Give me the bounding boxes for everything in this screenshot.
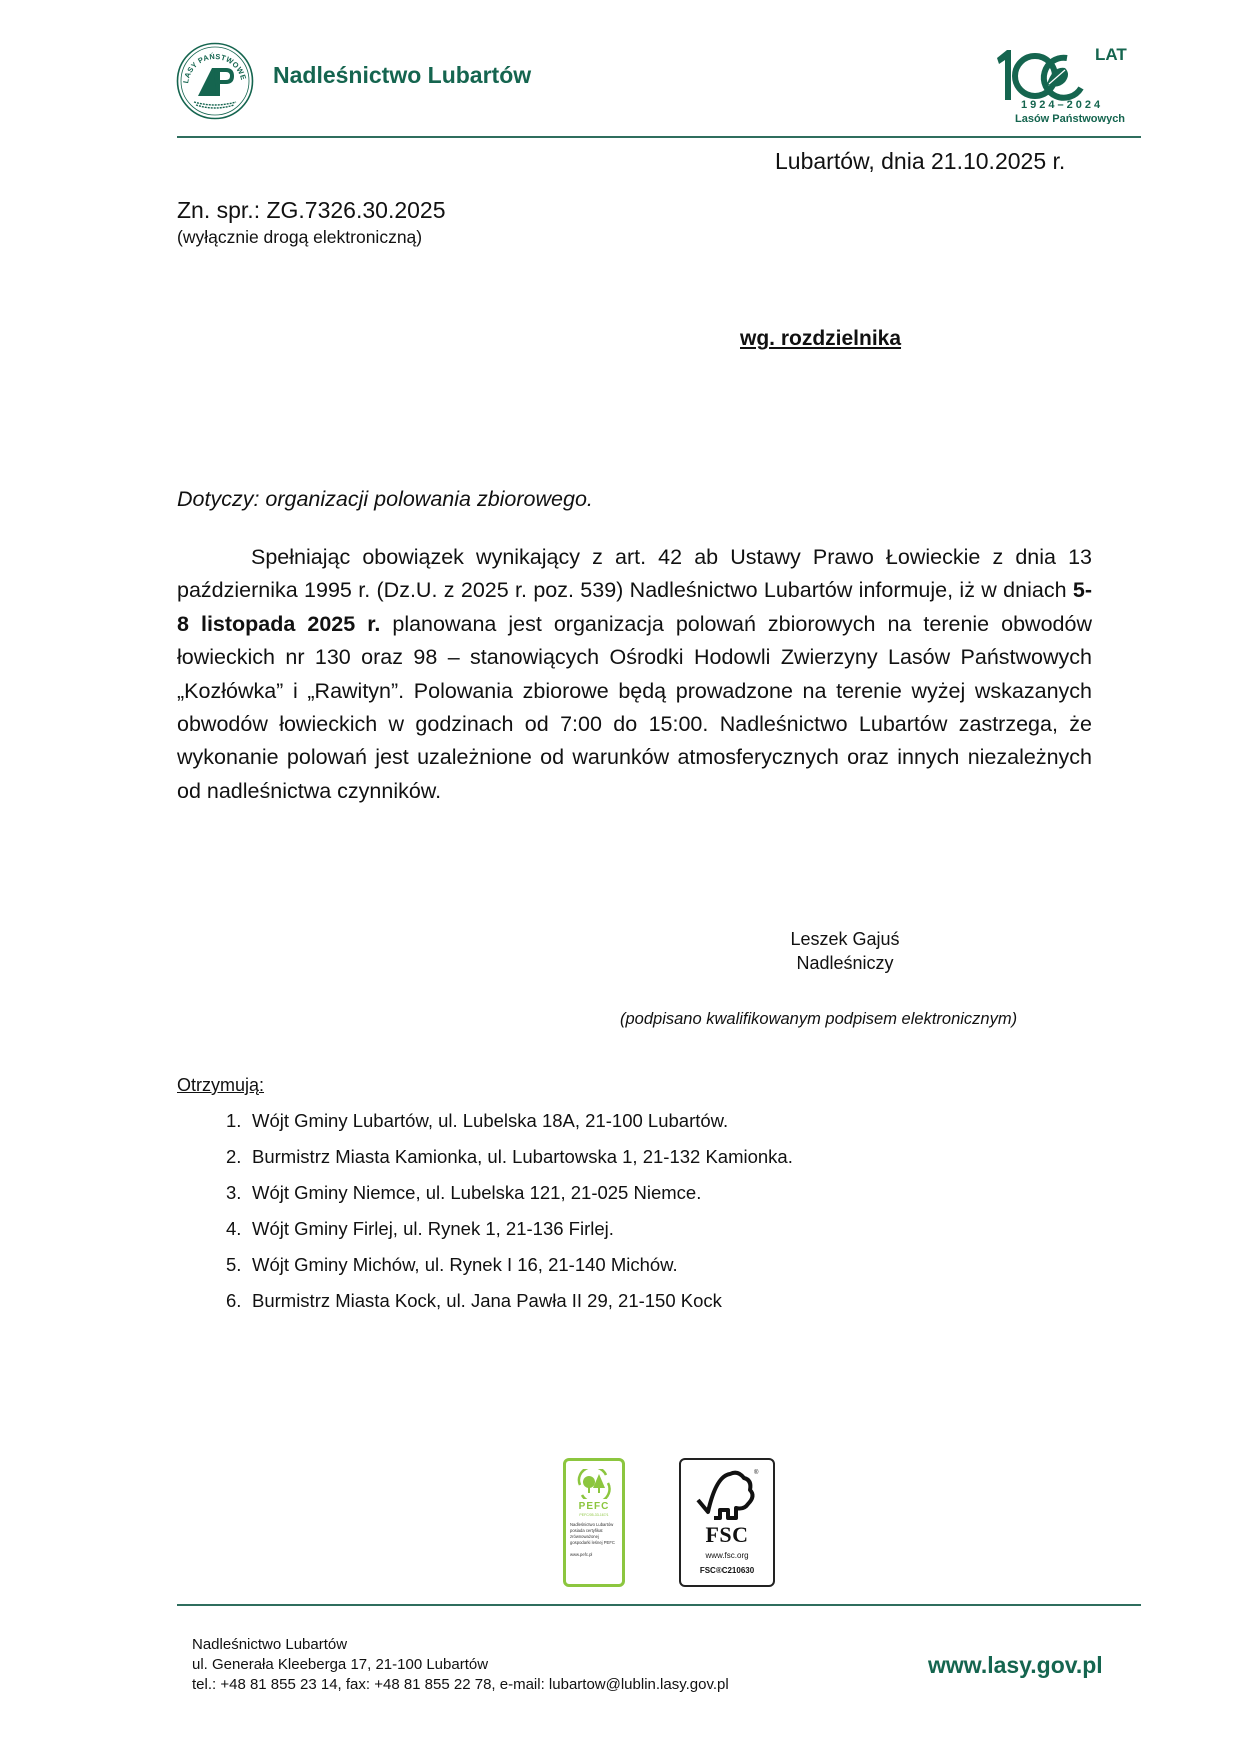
footer-divider (177, 1604, 1141, 1606)
place-and-date: Lubartów, dnia 21.10.2025 r. (775, 148, 1066, 174)
subject-line: Dotyczy: organizacji polowania zbiorowego. (177, 487, 593, 511)
signatory-title: Nadleśniczy (796, 953, 894, 973)
fsc-title: FSC (705, 1522, 749, 1547)
oak-leaf-100-icon (995, 44, 1140, 124)
recipient-item (177, 1146, 793, 1182)
pefc-certification-logo (563, 1458, 625, 1587)
recipient-item (177, 1182, 793, 1218)
recipient-number: 5. (226, 1254, 242, 1275)
svg-text:®: ® (754, 1470, 759, 1476)
fsc-checkmark-tree-icon (692, 1466, 762, 1524)
svg-text:LAT: LAT (1095, 45, 1127, 64)
recipient-number: 4. (226, 1218, 242, 1239)
recipient-number: 1. (226, 1110, 242, 1131)
reference-number: Zn. spr.: ZG.7326.30.2025 (177, 197, 446, 223)
footer-address-block (192, 1635, 729, 1695)
recipient-number: 2. (226, 1146, 242, 1167)
body-dates-bold: 5-8 listopada 2025 r. (177, 578, 1092, 636)
header-divider (177, 136, 1141, 138)
pefc-url: www.pefc.pl (570, 1552, 593, 1557)
lasy-panstwowe-emblem-icon (176, 42, 254, 120)
organization-name: Nadleśnictwo Lubartów (273, 62, 532, 88)
pefc-code: PEFC/05-33-167/1 (579, 1513, 609, 1517)
fsc-certification-logo (679, 1458, 775, 1587)
pefc-description: Nadleśnictwo Lubartów posiada certyfikat zrównoważonej gospodarki leśnej PEFC (570, 1522, 615, 1545)
fsc-url: www.fsc.org (705, 1551, 749, 1560)
addressee: wg. rozdzielnika (740, 327, 902, 350)
body-text-part2: planowana jest organizacja polowań zbiorowych na terenie obwodów łowieckich nr 130 oraz 98 – stanowiących Ośrodki Hodowli Zwierzyny Lasów Państwowych „Kozłówka” i „Rawityn”. Polowania zbiorowe będą prowadzone na terenie wyżej wskazanych obwodów łowieckich w godzinach od 7:00 do 15:00. Nadleśnictwo Lubartów zastrzega, że wykonanie polowań jest uzależnione od warunków atmosferycznych oraz innych niezależnych od nadleśnictwa czynników. (177, 611, 1092, 803)
fsc-license-code: FSC®C210630 (699, 1566, 755, 1575)
signature-block (740, 927, 950, 975)
letter-body (177, 541, 1092, 808)
recipient-text: Wójt Gminy Niemce, ul. Lubelska 121, 21-025 Niemce. (252, 1182, 702, 1203)
body-text-part1: Spełniając obowiązek wynikający z art. 42 ab Ustawy Prawo Łowieckie z dnia 13 października 1995 r. (Dz.U. z 2025 r. poz. 539) Nadleśnictwo Lubartów informuje, iż w dniach (177, 545, 1092, 603)
pefc-title: PEFC (578, 1501, 610, 1512)
recipient-text: Burmistrz Miasta Kamionka, ul. Lubartowska 1, 21-132 Kamionka. (252, 1146, 793, 1167)
delivery-note: (wyłącznie drogą elektroniczną) (177, 227, 423, 247)
footer-street: ul. Generała Kleeberga 17, 21-100 Lubartów (192, 1656, 489, 1673)
recipient-item (177, 1218, 793, 1254)
anniversary-100-lat-logo (995, 44, 1140, 124)
recipient-item (177, 1290, 793, 1326)
footer-website-link[interactable]: www.lasy.gov.pl (928, 1652, 1103, 1678)
recipients-list (177, 1110, 793, 1326)
recipient-number: 3. (226, 1182, 242, 1203)
recipient-text: Wójt Gminy Lubartów, ul. Lubelska 18A, 21-100 Lubartów. (252, 1110, 729, 1131)
recipient-text: Wójt Gminy Firlej, ul. Rynek 1, 21-136 Firlej. (252, 1218, 614, 1239)
signature-note: (podpisano kwalifikowanym podpisem elektronicznym) (620, 1010, 1018, 1028)
lasy-panstwowe-logo (176, 42, 254, 120)
footer-org-name: Nadleśnictwo Lubartów (192, 1636, 348, 1653)
recipients-label: Otrzymują: (177, 1075, 265, 1095)
svg-text:LASY PAŃSTWOWE: LASY PAŃSTWOWE (181, 51, 249, 84)
pefc-trees-icon (576, 1469, 612, 1499)
recipient-item (177, 1110, 793, 1146)
signatory-name: Leszek Gajuś (790, 929, 900, 949)
recipient-number: 6. (226, 1290, 242, 1311)
footer-contact: tel.: +48 81 855 23 14, fax: +48 81 855 22 78, e-mail: lubartow@lublin.lasy.gov.pl (192, 1676, 729, 1693)
recipient-item (177, 1254, 793, 1290)
svg-text:Lasów Państwowych: Lasów Państwowych (1015, 113, 1126, 124)
recipient-text: Wójt Gminy Michów, ul. Rynek I 16, 21-140 Michów. (252, 1254, 678, 1275)
recipient-text: Burmistrz Miasta Kock, ul. Jana Pawła II 29, 21-150 Kock (252, 1290, 722, 1311)
svg-text:1924–2024: 1924–2024 (1021, 99, 1104, 111)
